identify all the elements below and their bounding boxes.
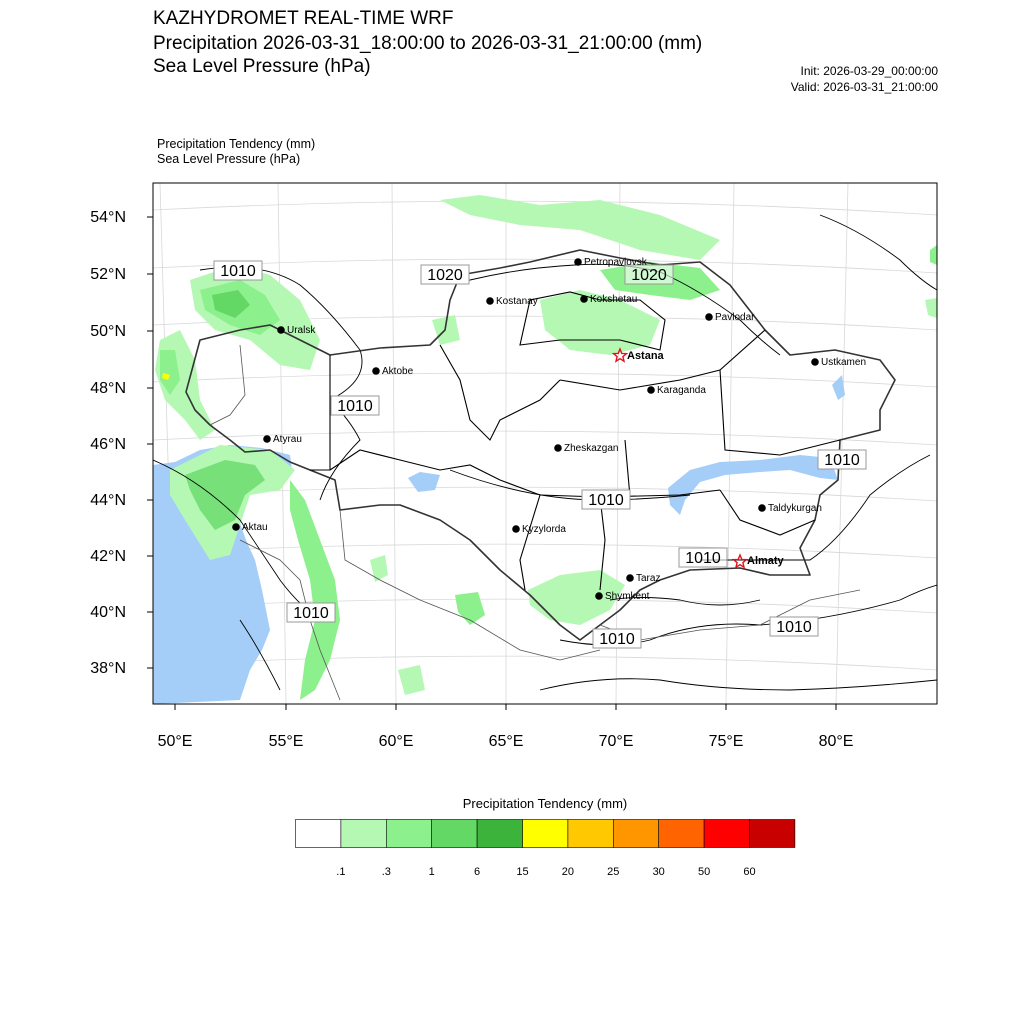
- lat-label: 38°N: [90, 660, 126, 677]
- isobar-label: [582, 490, 630, 509]
- lon-label: 70°E: [598, 733, 634, 750]
- pressure-title: Sea Level Pressure (hPa): [153, 56, 371, 77]
- colorbar-swatch: [613, 820, 658, 848]
- svg-text:1010: 1010: [599, 631, 635, 648]
- svg-text:Ustkamen: Ustkamen: [821, 357, 867, 368]
- lon-label: 55°E: [268, 733, 304, 750]
- colorbar-swatch: [341, 820, 386, 848]
- svg-text:Almaty: Almaty: [747, 555, 784, 567]
- field-label-slp: Sea Level Pressure (hPa): [157, 152, 301, 166]
- map-title: KAZHYDROMET REAL-TIME WRF: [153, 8, 454, 29]
- lon-axis-labels: [158, 733, 854, 750]
- lon-label: 60°E: [378, 733, 414, 750]
- lat-label: 52°N: [90, 266, 126, 283]
- lat-label: 50°N: [90, 323, 126, 340]
- colorbar-swatch: [296, 820, 341, 848]
- colorbar-label: 60: [743, 866, 756, 878]
- legend-title: Precipitation Tendency (mm): [462, 796, 628, 811]
- colorbar-label: 20: [561, 866, 575, 878]
- svg-text:Karaganda: Karaganda: [657, 385, 706, 396]
- colorbar-label: 50: [697, 866, 711, 878]
- lon-label: 75°E: [708, 733, 744, 750]
- city-taldykurgan: [758, 503, 822, 514]
- city-almaty: [734, 555, 785, 567]
- svg-text:Kyzylorda: Kyzylorda: [522, 524, 566, 535]
- svg-text:1020: 1020: [427, 267, 463, 284]
- city-petropavlovsk: [574, 257, 648, 268]
- city-zheskazgan: [554, 443, 618, 454]
- colorbar: [295, 819, 797, 849]
- svg-text:1010: 1010: [776, 619, 812, 636]
- svg-text:1010: 1010: [685, 550, 721, 567]
- city-kyzylorda: [512, 524, 566, 535]
- lon-label: 80°E: [818, 733, 854, 750]
- colorbar-label: 6: [474, 866, 481, 878]
- city-kostanay: [486, 296, 538, 307]
- valid-time: Valid: 2026-03-31_21:00:00: [790, 80, 938, 94]
- svg-text:Aktobe: Aktobe: [382, 366, 414, 377]
- svg-text:1010: 1010: [588, 492, 624, 509]
- city-astana: [614, 349, 665, 362]
- colorbar-swatch: [386, 820, 431, 848]
- svg-text:1010: 1010: [220, 263, 256, 280]
- lat-axis-labels: [90, 209, 126, 677]
- colorbar-label: 1: [428, 866, 435, 878]
- lat-label: 44°N: [90, 492, 126, 509]
- colorbar-swatch: [704, 820, 749, 848]
- svg-text:Atyrau: Atyrau: [273, 434, 302, 445]
- map-frame: [153, 183, 937, 704]
- city-aktobe: [372, 366, 413, 377]
- svg-text:Taraz: Taraz: [636, 573, 661, 584]
- city-atyrau: [263, 434, 302, 445]
- colorbar-label: 30: [652, 866, 665, 878]
- svg-text:Zheskazgan: Zheskazgan: [564, 443, 619, 454]
- colorbar-swatch: [659, 820, 704, 848]
- city-pavlodar: [705, 312, 755, 323]
- city-karaganda: [647, 385, 706, 396]
- isobar-label: [331, 396, 379, 415]
- lat-label: 54°N: [90, 209, 126, 226]
- field-label-precip: Precipitation Tendency (mm): [157, 137, 316, 151]
- svg-text:Kokshetau: Kokshetau: [590, 294, 638, 305]
- colorbar-swatch: [432, 820, 477, 848]
- lon-label: 65°E: [488, 733, 524, 750]
- isobar-label: [421, 265, 469, 284]
- colorbar-label: .1: [336, 866, 346, 878]
- svg-text:1010: 1010: [293, 605, 329, 622]
- city-taraz: [626, 573, 660, 584]
- lon-label: 50°E: [157, 733, 193, 750]
- svg-text:Uralsk: Uralsk: [287, 325, 316, 336]
- isobar-label: [593, 629, 641, 648]
- svg-text:Shymkent: Shymkent: [605, 591, 650, 602]
- city-ustkamen: [811, 357, 866, 368]
- colorbar-swatch: [523, 820, 568, 848]
- colorbar-swatch: [750, 820, 795, 848]
- colorbar-label: 15: [516, 866, 529, 878]
- graticule: [153, 183, 937, 704]
- precipitation-shading: [155, 195, 937, 700]
- colorbar-swatch: [477, 820, 522, 848]
- svg-text:Petropavlovsk: Petropavlovsk: [584, 257, 647, 268]
- lat-label: 48°N: [90, 380, 126, 397]
- colorbar-label: 25: [607, 866, 620, 878]
- precip-period-title: Precipitation 2026-03-31_18:00:00 to 2026-03-31_21:00:00 (mm): [153, 33, 703, 54]
- svg-text:1020: 1020: [631, 267, 667, 284]
- svg-text:Pavlodar: Pavlodar: [715, 312, 755, 323]
- isobar-label: [214, 261, 262, 280]
- svg-text:1010: 1010: [824, 452, 860, 469]
- init-time: Init: 2026-03-29_00:00:00: [800, 64, 938, 78]
- svg-text:Aktau: Aktau: [242, 522, 268, 533]
- colorbar-swatch: [568, 820, 613, 848]
- svg-text:Astana: Astana: [627, 350, 664, 362]
- lat-label: 46°N: [90, 436, 126, 453]
- isobar-label: [818, 450, 866, 469]
- svg-text:Kostanay: Kostanay: [496, 296, 538, 307]
- isobar-label: [287, 603, 335, 622]
- svg-text:1010: 1010: [337, 398, 373, 415]
- svg-text:Taldykurgan: Taldykurgan: [768, 503, 822, 514]
- lat-label: 42°N: [90, 548, 126, 565]
- isobar-label: [679, 548, 727, 567]
- lat-label: 40°N: [90, 604, 126, 621]
- isobar-label: [770, 617, 818, 636]
- colorbar-label: .3: [381, 866, 391, 878]
